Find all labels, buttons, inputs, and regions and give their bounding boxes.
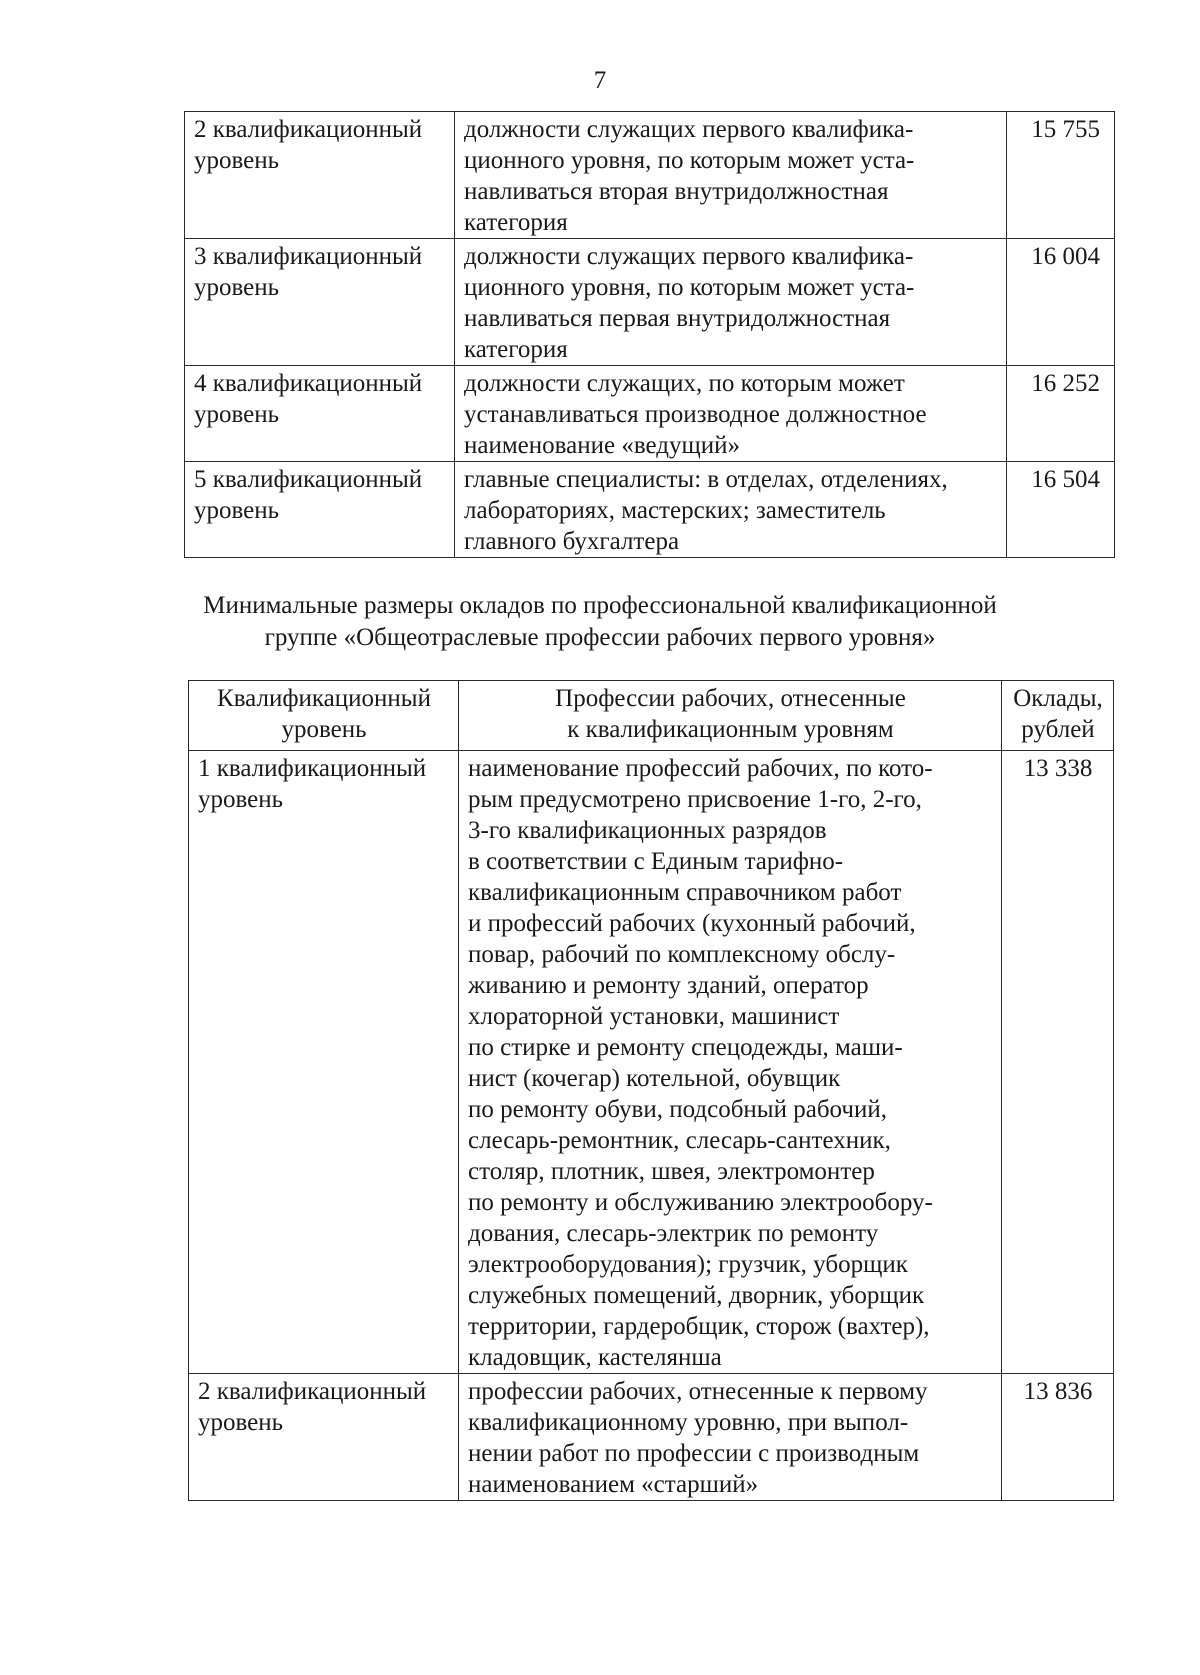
page-number: 7 (593, 67, 607, 94)
profession-description-cell: наименование профессий рабочих, по кото- рым предусмотрено присвоение 1-го, 2-го, 3-го квалификационных разрядов в соответствии с Единым тарифно- квалификационным справочником работ и профессий рабочих (кухонный рабочий, повар, рабочий по комплексному обслу- живанию и ремонту зданий, оператор хлораторной установки, машинист по стирке и ремонту спецодежды, маши- нист (кочегар) котельной, обувщик по ремонту обуви, подсобный рабочий, слесарь-ремонтник, слесарь-сантехник, столяр, плотник, швея, электромонтер по ремонту и обслуживанию электрообору- дования, слесарь-электрик по ремонту электрооборудования); грузчик, уборщик служебных помещений, дворник, уборщик территории, гардеробщик, сторож (вахтер), кладовщик, кастелянша (459, 751, 1002, 1374)
qualification-level-cell: 5 квалификационный уровень (185, 462, 455, 558)
salary-cell: 16 252 (1007, 366, 1115, 462)
table-row (189, 1374, 1114, 1501)
position-description-cell: должности служащих первого квалифика- ционного уровня, по которым может уста- навливаться первая внутридолжностная категория (455, 239, 1007, 366)
salary-cell: 16 504 (1007, 462, 1115, 558)
table-row (189, 751, 1114, 1374)
qualification-level-cell: 3 квалификационный уровень (185, 239, 455, 366)
profession-description-cell: профессии рабочих, отнесенные к первому квалификационному уровню, при выпол- нении работ по профессии с производным наименованием «старший» (459, 1374, 1002, 1501)
salary-table-clerks (184, 111, 1115, 558)
position-description-cell: должности служащих, по которым может устанавливаться производное должностное наименование «ведущий» (455, 366, 1007, 462)
salary-cell: 16 004 (1007, 239, 1115, 366)
salary-cell: 13 836 (1002, 1374, 1114, 1501)
table-row (185, 366, 1115, 462)
table-row (185, 462, 1115, 558)
header-salary: Оклады, рублей (1002, 681, 1114, 751)
qualification-level-cell: 2 квалификационный уровень (189, 1374, 459, 1501)
qualification-level-cell: 1 квалификационный уровень (189, 751, 459, 1374)
salary-table-workers (188, 680, 1114, 1501)
table-row (185, 239, 1115, 366)
header-level: Квалификационный уровень (189, 681, 459, 751)
section-title: Минимальные размеры окладов по профессиональной квалификационной группе «Общеотраслевые профессии рабочих первого уровня» (203, 592, 997, 651)
qualification-level-cell: 4 квалификационный уровень (185, 366, 455, 462)
salary-cell: 15 755 (1007, 112, 1115, 239)
qualification-level-cell: 2 квалификационный уровень (185, 112, 455, 239)
table-row (185, 112, 1115, 239)
position-description-cell: главные специалисты: в отделах, отделениях, лабораториях, мастерских; заместитель главного бухгалтера (455, 462, 1007, 558)
header-professions: Профессии рабочих, отнесенные к квалификационным уровням (459, 681, 1002, 751)
salary-cell: 13 338 (1002, 751, 1114, 1374)
table-header-row (189, 681, 1114, 751)
position-description-cell: должности служащих первого квалифика- ционного уровня, по которым может уста- навливаться вторая внутридолжностная категория (455, 112, 1007, 239)
